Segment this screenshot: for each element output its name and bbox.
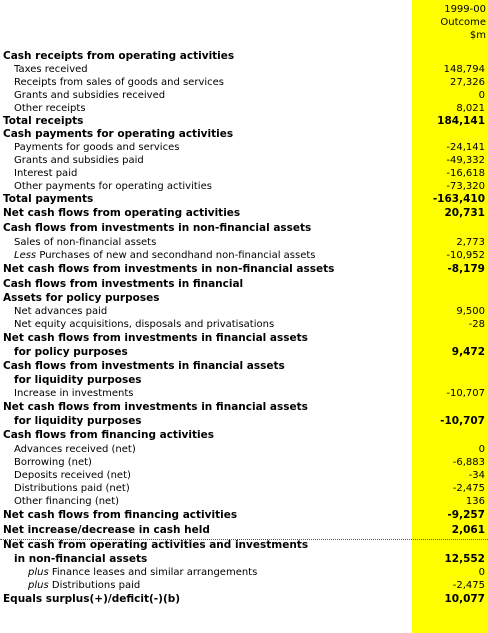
row-label-text: Cash flows from financing activities xyxy=(3,429,214,441)
statement-row xyxy=(0,523,488,538)
statement-row xyxy=(0,206,488,221)
statement-row xyxy=(0,154,488,167)
statement-row xyxy=(0,553,488,566)
row-label-text: for policy purposes xyxy=(14,346,128,358)
statement-row xyxy=(0,495,488,508)
row-value: 12,552 xyxy=(444,553,485,565)
statement-rows xyxy=(0,50,488,607)
row-label xyxy=(14,102,86,115)
row-label xyxy=(3,523,210,538)
row-value: -10,952 xyxy=(446,250,485,261)
row-value: 9,472 xyxy=(451,346,485,358)
statement-row xyxy=(0,538,488,553)
row-label-text: Cash receipts from operating activities xyxy=(3,50,235,62)
row-label-text: Interest paid xyxy=(14,168,78,179)
row-label xyxy=(3,206,240,221)
statement-row xyxy=(0,387,488,400)
row-label-text: Other payments for operating activities xyxy=(14,181,212,192)
row-label-text: Net cash flows from investments in financial assets xyxy=(3,401,308,413)
row-label-text: Deposits received (net) xyxy=(14,470,131,481)
row-value: -10,707 xyxy=(440,415,485,427)
row-label-prefix: plus xyxy=(28,580,49,591)
row-label xyxy=(14,63,88,76)
row-label xyxy=(3,508,237,523)
row-label xyxy=(3,592,180,607)
statement-row xyxy=(0,50,488,63)
statement-row xyxy=(0,305,488,318)
column-header xyxy=(412,3,486,42)
row-label-text: Total payments xyxy=(3,193,94,205)
statement-row xyxy=(0,193,488,206)
row-label-text: Net advances paid xyxy=(14,306,108,317)
row-value: 184,141 xyxy=(437,115,485,127)
statement-row xyxy=(0,469,488,482)
row-label xyxy=(14,346,128,359)
row-label xyxy=(3,221,311,236)
statement-row xyxy=(0,592,488,607)
row-value: 10,077 xyxy=(444,593,485,605)
row-label-text: Cash flows from investments in financial assets xyxy=(3,360,285,372)
row-label-text: Net cash flows from investments in non-financial assets xyxy=(3,263,335,275)
row-value: -10,707 xyxy=(446,388,485,399)
row-label xyxy=(14,415,142,428)
row-label xyxy=(3,50,234,63)
row-value: 136 xyxy=(465,496,485,507)
row-label-text: Finance leases and similar arrangements xyxy=(48,567,258,578)
statement-row xyxy=(0,443,488,456)
row-label-text: Net cash flows from operating activities xyxy=(3,207,241,219)
row-value: -73,320 xyxy=(446,181,485,192)
row-label xyxy=(14,249,315,262)
statement-row xyxy=(0,128,488,141)
row-label xyxy=(14,482,130,495)
row-label xyxy=(14,443,136,456)
row-label xyxy=(3,400,308,415)
row-label xyxy=(28,579,140,592)
row-label-text: Net increase/decrease in cash held xyxy=(3,524,210,536)
statement-row xyxy=(0,508,488,523)
row-label xyxy=(14,236,156,249)
row-label-text: Receipts from sales of goods and services xyxy=(14,77,225,88)
statement-row xyxy=(0,346,488,359)
statement-row xyxy=(0,374,488,387)
row-label xyxy=(14,456,92,469)
statement-row xyxy=(0,456,488,469)
row-value: -9,257 xyxy=(447,509,485,521)
row-label-text: Net equity acquisitions, disposals and privatisations xyxy=(14,319,275,330)
statement-row xyxy=(0,141,488,154)
statement-row xyxy=(0,482,488,495)
row-label-text: Equals surplus(+)/deficit(-)(b) xyxy=(3,593,181,605)
row-label xyxy=(14,154,144,167)
row-label xyxy=(3,262,334,277)
row-label xyxy=(3,428,214,443)
row-label-text: in non-financial assets xyxy=(14,553,148,565)
row-label-text: Advances received (net) xyxy=(14,444,136,455)
row-value: -24,141 xyxy=(446,142,485,153)
statement-row xyxy=(0,428,488,443)
row-label-prefix: Less xyxy=(14,250,37,261)
statement-row xyxy=(0,292,488,305)
row-label xyxy=(3,128,233,141)
row-value: -8,179 xyxy=(447,263,485,275)
row-label xyxy=(3,277,243,292)
row-label xyxy=(3,359,285,374)
row-label xyxy=(3,115,83,128)
row-label xyxy=(14,374,142,387)
column-header-unit: $m xyxy=(469,30,486,41)
statement-row xyxy=(0,236,488,249)
row-label xyxy=(14,305,107,318)
statement-row xyxy=(0,331,488,346)
row-label xyxy=(14,318,274,331)
row-label xyxy=(14,141,179,154)
row-value: -6,883 xyxy=(452,457,485,468)
statement-row xyxy=(0,359,488,374)
row-label-prefix: plus xyxy=(28,567,49,578)
row-label-text: Cash payments for operating activities xyxy=(3,128,234,140)
row-value: -16,618 xyxy=(446,168,485,179)
statement-row xyxy=(0,221,488,236)
row-value: 2,061 xyxy=(451,524,485,536)
row-value: 0 xyxy=(478,90,485,101)
row-value: -163,410 xyxy=(432,193,485,205)
row-label xyxy=(3,193,93,206)
row-label-text: Net cash flows from financing activities xyxy=(3,509,238,521)
row-label xyxy=(14,553,147,566)
statement-row xyxy=(0,400,488,415)
row-label-text: Increase in investments xyxy=(14,388,134,399)
statement-row xyxy=(0,277,488,292)
row-label-text: Assets for policy purposes xyxy=(3,292,160,304)
row-label-text: Sales of non-financial assets xyxy=(14,237,157,248)
row-label-text: Borrowing (net) xyxy=(14,457,92,468)
statement-row xyxy=(0,579,488,592)
row-label-text: for liquidity purposes xyxy=(14,374,142,386)
statement-row xyxy=(0,167,488,180)
row-label xyxy=(14,469,131,482)
statement-row xyxy=(0,76,488,89)
row-value: 9,500 xyxy=(456,306,485,317)
row-label-text: Grants and subsidies paid xyxy=(14,155,144,166)
statement-row xyxy=(0,566,488,579)
row-label xyxy=(14,387,133,400)
row-label-text: Other receipts xyxy=(14,103,86,114)
row-label-text: Purchases of new and secondhand non-financial assets xyxy=(36,250,316,261)
row-label-text: Cash flows from investments in financial xyxy=(3,278,244,290)
row-label xyxy=(28,566,257,579)
row-label xyxy=(3,538,308,553)
row-label-text: Payments for goods and services xyxy=(14,142,180,153)
row-label-text: Cash flows from investments in non-financial assets xyxy=(3,222,312,234)
row-label xyxy=(3,292,159,305)
statement-row xyxy=(0,249,488,262)
statement-row xyxy=(0,63,488,76)
statement-row xyxy=(0,415,488,428)
row-label xyxy=(14,180,212,193)
row-value: 0 xyxy=(478,567,485,578)
row-value: -28 xyxy=(468,319,485,330)
row-value: 2,773 xyxy=(456,237,485,248)
row-label xyxy=(3,331,308,346)
row-label-text: Distributions paid xyxy=(48,580,141,591)
row-value: 27,326 xyxy=(450,77,485,88)
row-value: -49,332 xyxy=(446,155,485,166)
statement-row xyxy=(0,318,488,331)
row-label xyxy=(14,495,119,508)
statement-row xyxy=(0,115,488,128)
row-value: -34 xyxy=(468,470,485,481)
row-label-text: for liquidity purposes xyxy=(14,415,142,427)
row-value: 8,021 xyxy=(456,103,485,114)
statement-row xyxy=(0,180,488,193)
row-value: -2,475 xyxy=(452,483,485,494)
statement-row xyxy=(0,89,488,102)
row-label-text: Grants and subsidies received xyxy=(14,90,166,101)
row-label xyxy=(14,167,77,180)
column-header-year: 1999-00 xyxy=(444,4,486,15)
row-label-text: Total receipts xyxy=(3,115,84,127)
statement-row xyxy=(0,102,488,115)
row-label-text: Taxes received xyxy=(14,64,88,75)
row-label-text: Net cash flows from investments in financial assets xyxy=(3,332,308,344)
row-label xyxy=(14,76,224,89)
row-value: -2,475 xyxy=(452,580,485,591)
row-label xyxy=(14,89,165,102)
row-label-text: Net cash from operating activities and investments xyxy=(3,539,309,551)
row-label-text: Other financing (net) xyxy=(14,496,120,507)
row-value: 20,731 xyxy=(444,207,485,219)
row-label-text: Distributions paid (net) xyxy=(14,483,130,494)
row-value: 148,794 xyxy=(443,64,485,75)
row-value: 0 xyxy=(478,444,485,455)
statement-row xyxy=(0,262,488,277)
column-header-outcome: Outcome xyxy=(440,17,486,28)
